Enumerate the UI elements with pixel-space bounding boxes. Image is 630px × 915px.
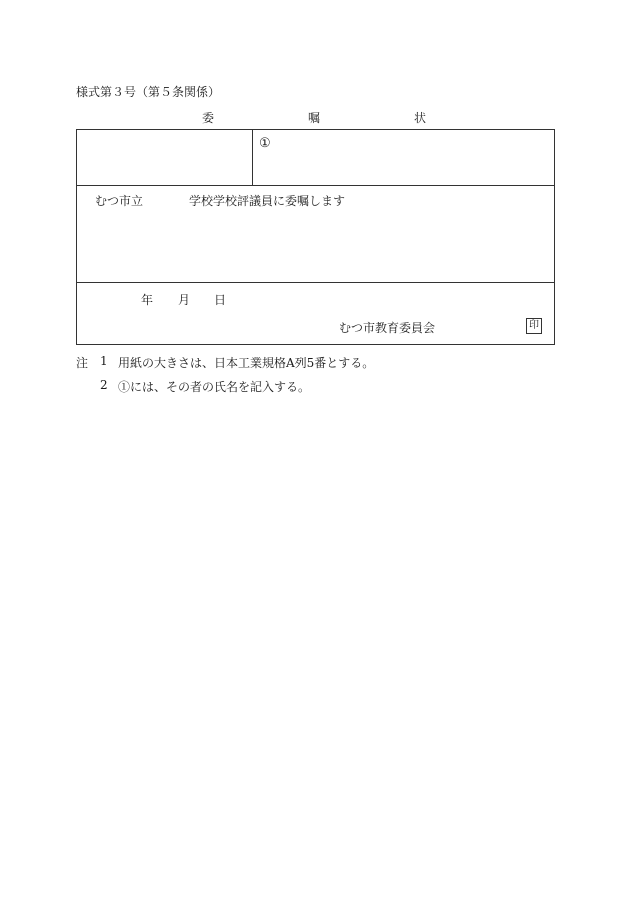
- note-text: 用紙の大きさは、日本工業規格A列5番とする。: [118, 356, 375, 370]
- title-char-1: 委: [202, 111, 215, 125]
- appointment-text: 学校学校評議員に委嘱します: [189, 194, 346, 208]
- name-marker: ①: [259, 136, 271, 151]
- issuer-row: [77, 283, 554, 344]
- note-text: ①には、その者の氏名を記入する。: [118, 380, 311, 394]
- note-number: 2: [100, 378, 108, 392]
- date-month-label: 月: [178, 293, 191, 307]
- issuer-name: むつ市教育委員会: [339, 321, 436, 335]
- blank-cell: [77, 130, 253, 185]
- notes-label: 注: [76, 356, 89, 370]
- seal-mark: 印: [526, 318, 542, 334]
- date-year-label: 年: [141, 293, 154, 307]
- date-day-label: 日: [214, 293, 227, 307]
- note-number: 1: [100, 354, 108, 368]
- certificate-form-box: [76, 129, 555, 345]
- title-char-3: 状: [414, 111, 427, 125]
- name-row: [77, 130, 554, 186]
- document-title: [200, 109, 440, 125]
- title-char-2: 嘱: [308, 111, 321, 125]
- appointment-row: [77, 186, 554, 283]
- form-number-label: 様式第３号（第５条関係）: [76, 85, 221, 99]
- city-school-prefix: むつ市立: [95, 194, 144, 208]
